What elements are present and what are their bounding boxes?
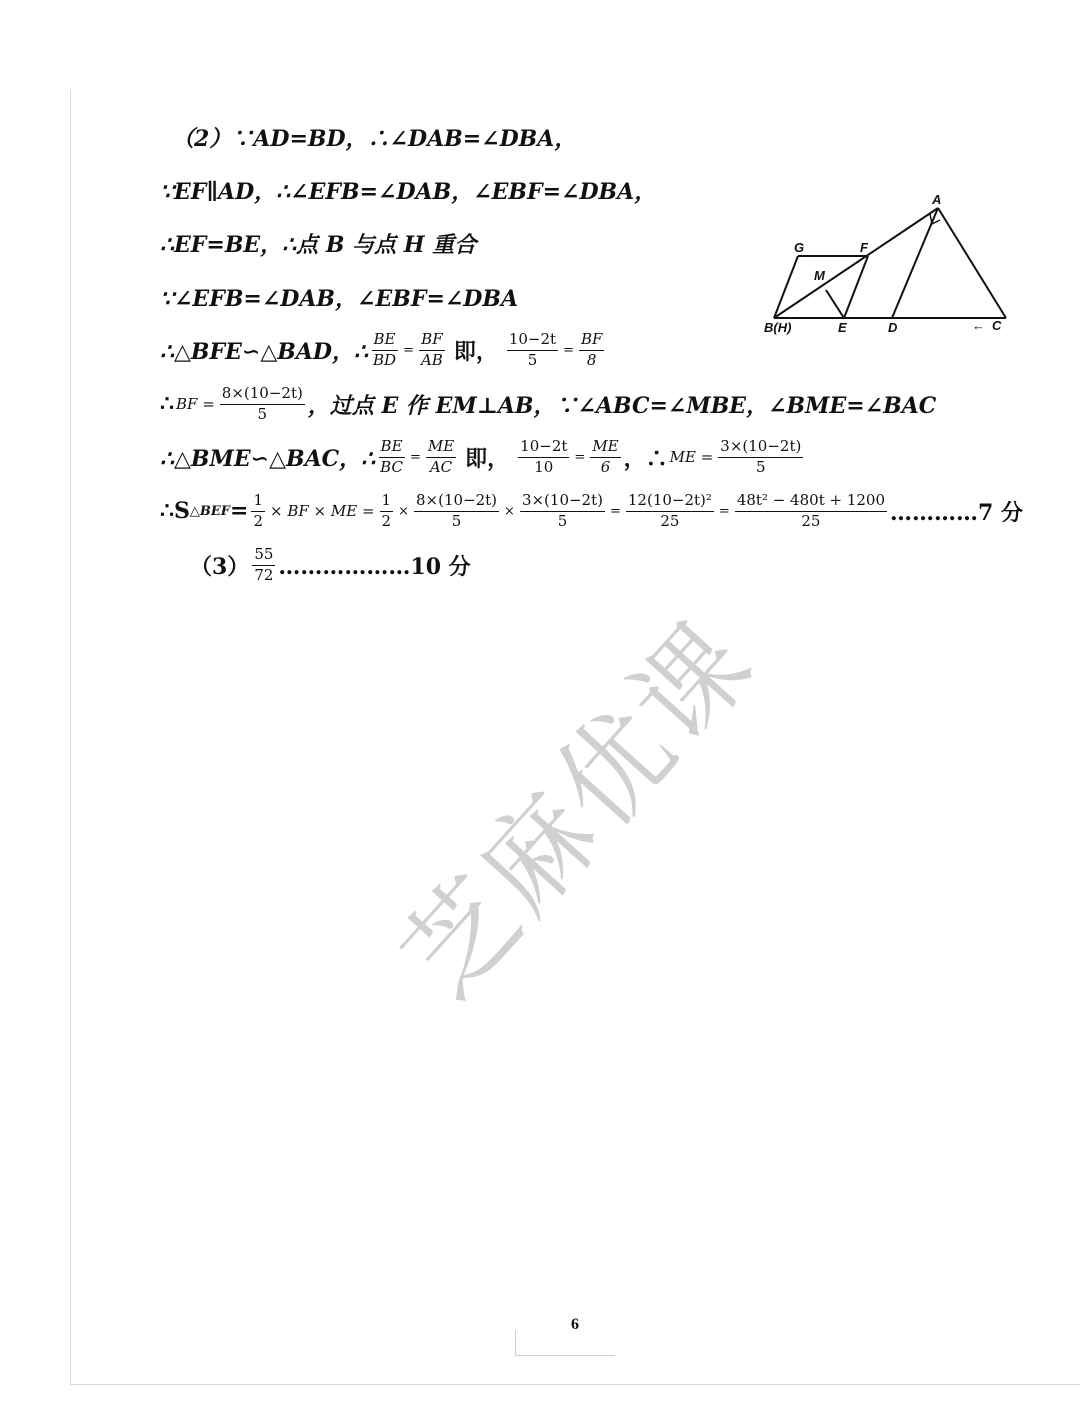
label-f: F (860, 240, 868, 255)
arrow-left-icon: ← (972, 318, 985, 333)
fraction-1-2-a: $\frac{1}{2}$ (253, 491, 263, 530)
fraction-3-10-2t-5-b: $\frac{3\times(10-2t)}{5}$ (521, 491, 603, 530)
line-8-s: ∴S (160, 498, 190, 524)
fraction-be-bc: $\frac{BE}{BC}$ (380, 437, 403, 476)
label-g: G (794, 240, 805, 255)
page-number: 6 (571, 1316, 579, 1333)
fraction-8-10-2t-5-b: $\frac{8\times(10-2t)}{5}$ (415, 491, 498, 530)
line-4-text: ∵∠EFB=∠DAB，∠EBF=∠DBA (160, 285, 519, 312)
line-5-text-b: 即， (453, 338, 498, 365)
segment-ac (938, 208, 1006, 318)
solution-line-9 (190, 545, 471, 585)
solution-line-8: ∴S △BEF = $\frac{1}{2}$ × BF × ME = $\frac{1}{2}$ × $\frac{8\times(10-2t)}{5}$ × $\frac{3\times(10-2t)}{5}$ = $\frac{\text{12(10−2t)²}}{25}$ = $\frac{\text{48t² − 480t + 1200}}{25}$ …………7 分 (160, 491, 1023, 530)
label-c: C (992, 318, 1002, 333)
footer-divider (515, 1355, 615, 1356)
fraction-55-72: $\frac{55}{72}$ (254, 545, 274, 584)
line-6-therefore: ∴ (160, 391, 174, 417)
segment-gb (774, 256, 798, 318)
label-a: A (932, 192, 942, 207)
line-9-label: （3） (190, 553, 250, 580)
line-7-me: ME = (669, 448, 714, 466)
line-6-bf: BF = (176, 395, 215, 413)
fraction-1-2-b: $\frac{1}{2}$ (381, 491, 392, 530)
watermark: 芝麻优课 (377, 597, 779, 1022)
solution-line-4 (160, 277, 518, 317)
solution-line-6 (160, 384, 936, 424)
solution-line-7: ∴△BME∽△BAC，∴ $\frac{BE}{BC}$ = $\frac{ME}{AC}$ 即， $\frac{10-2t}{10}$ = $\frac{ME}{6}$ ，∴ ME = $\frac{3\times(10-2t)}{5}$ (160, 437, 802, 476)
line-2-text: ∵EF∥AD，∴∠EFB=∠DAB，∠EBF=∠DBA， (160, 178, 657, 205)
fraction-10-2t-10: $\frac{10-2t}{10}$ (520, 437, 568, 476)
label-d: D (888, 320, 898, 335)
fraction-bf-ab: $\frac{BF}{AB}$ (420, 330, 443, 369)
fraction-polynomial-25: $\frac{\text{48t² − 480t + 1200}}{25}$ (736, 491, 885, 530)
line-8-score: …………7 分 (890, 499, 1023, 526)
line-6-text-b: ，过点 E 作 EM⊥AB，∵∠ABC=∠MBE，∠BME=∠BAC (307, 392, 937, 419)
solution-line-1 (172, 117, 576, 157)
segment-fe (844, 256, 868, 318)
solution-line-5: ∴△BFE∽△BAD，∴ $\frac{BE}{BD}$ = $\frac{BF}{AB}$ 即， $\frac{10-2t}{5}$ = $\frac{BF}{8}$ (160, 330, 603, 369)
line-1-text: （2）∵AD=BD，∴∠DAB=∠DBA， (172, 125, 577, 152)
label-b-h: B(H) (764, 320, 792, 335)
footer-divider-vertical (515, 1330, 516, 1355)
line-3-text: ∴EF=BE，∴点 B 与点 H 重合 (160, 231, 477, 258)
fraction-8-10-2t-5: $\frac{8\times(10-2t)}{5}$ (221, 384, 303, 423)
solution-line-2 (160, 170, 656, 210)
line-7-text-a: ∴△BME∽△BAC，∴ (160, 445, 376, 472)
label-m: M (814, 268, 825, 283)
geometry-figure (760, 190, 1020, 340)
fraction-be-bd: $\frac{BE}{BD}$ (373, 330, 397, 369)
fraction-3-10-2t-5: $\frac{3\times(10-2t)}{5}$ (720, 437, 802, 476)
segment-me (826, 290, 844, 318)
label-e: E (838, 320, 847, 335)
line-8-mid: × BF × ME = (270, 502, 375, 520)
fraction-10-2t-5: $\frac{10-2t}{5}$ (508, 330, 557, 369)
line-7-text-c: ，∴ (623, 445, 668, 472)
fraction-me-6: $\frac{ME}{6}$ (592, 437, 619, 476)
page-border-bottom (70, 1384, 1080, 1385)
line-8-eq: = (230, 498, 249, 524)
line-5-text-a: ∴△BFE∽△BAD，∴ (160, 338, 368, 365)
line-7-text-b: 即， (465, 445, 510, 472)
line-8-subscript: △BEF (189, 503, 231, 519)
line-9-score: ………………10 分 (278, 553, 471, 580)
segment-ba (774, 208, 938, 318)
fraction-12-squared-25: $\frac{\text{12(10−2t)²}}{25}$ (627, 491, 712, 530)
solution-line-3 (160, 223, 476, 263)
page-border-left (70, 90, 71, 1385)
fraction-me-ac: $\frac{ME}{AC}$ (427, 437, 455, 476)
fraction-bf-8: $\frac{BF}{8}$ (580, 330, 603, 369)
